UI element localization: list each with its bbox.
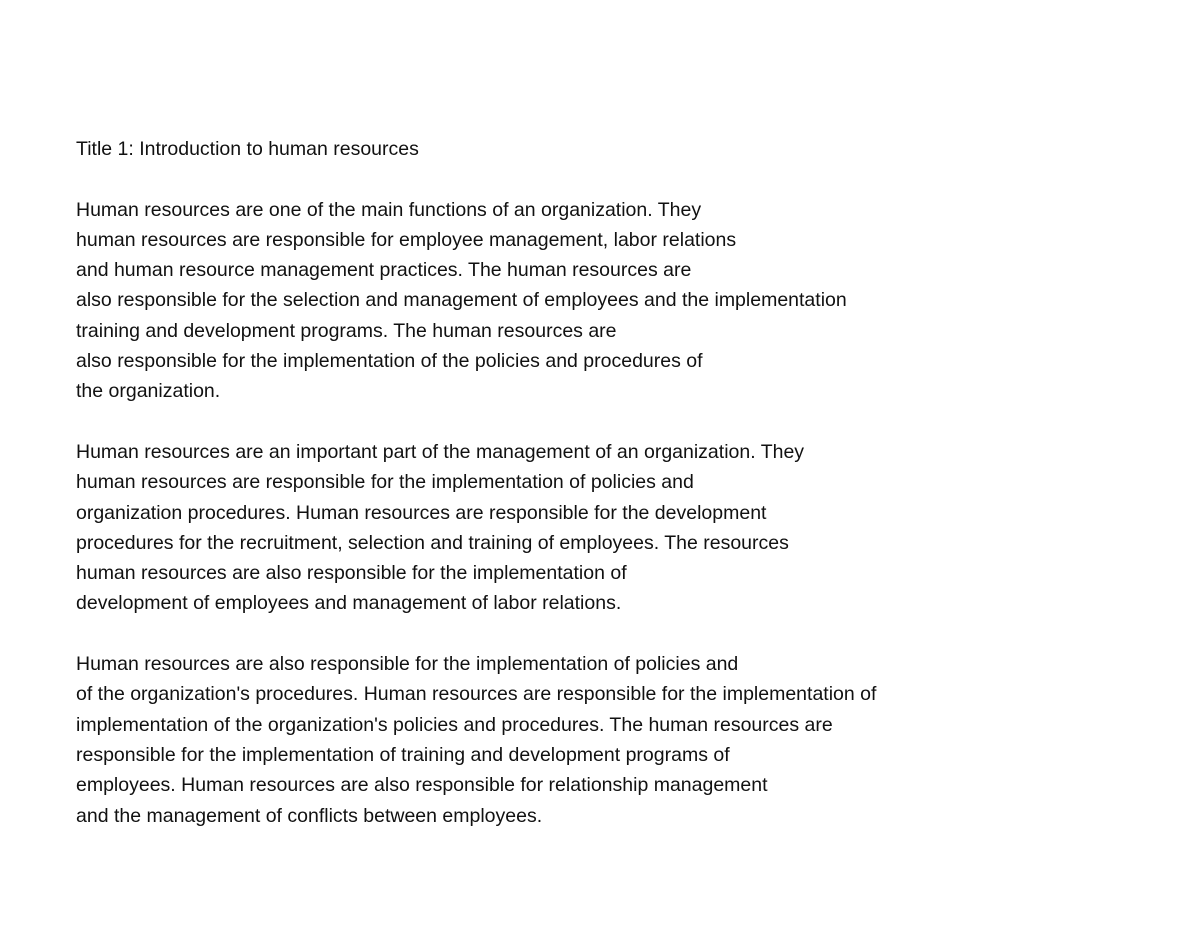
- paragraph-line: also responsible for the selection and management of employees and the implementation: [76, 289, 847, 312]
- paragraph-line: Human resources are one of the main functions of an organization. They: [76, 198, 702, 221]
- paragraph-line: implementation of the organization's policies and procedures. The human resources are: [76, 713, 833, 736]
- spacer: [76, 164, 1156, 194]
- paragraph-line: responsible for the implementation of training and development programs of: [76, 743, 730, 766]
- paragraph-line: human resources are also responsible for the implementation of: [76, 562, 627, 585]
- spacer: [76, 619, 1156, 649]
- paragraph-line: Human resources are also responsible for the implementation of policies and: [76, 653, 739, 676]
- paragraph-2: [76, 437, 1156, 619]
- paragraph-line: human resources are responsible for employee management, labor relations: [76, 228, 737, 251]
- paragraph-line: Human resources are an important part of the management of an organization. They: [76, 440, 805, 463]
- paragraph-line: training and development programs. The human resources are: [76, 319, 617, 342]
- paragraph-line: human resources are responsible for the implementation of policies and: [76, 471, 694, 494]
- paragraph-line: development of employees and management of labor relations.: [76, 592, 622, 615]
- spacer: [76, 407, 1156, 437]
- paragraph-line: the organization.: [76, 380, 221, 403]
- document-body: [76, 134, 1156, 831]
- paragraph-line: and human resource management practices. The human resources are: [76, 259, 692, 282]
- paragraph-line: procedures for the recruitment, selection and training of employees. The resources: [76, 531, 789, 554]
- document-title: Title 1: Introduction to human resources: [76, 138, 419, 160]
- paragraph-line: organization procedures. Human resources are responsible for the development: [76, 501, 767, 524]
- paragraph-line: of the organization's procedures. Human resources are responsible for the implementation of: [76, 683, 877, 706]
- paragraph-1: [76, 195, 1156, 407]
- paragraph-3: [76, 649, 1156, 831]
- paragraph-line: employees. Human resources are also responsible for relationship management: [76, 774, 768, 797]
- paragraph-line: also responsible for the implementation of the policies and procedures of: [76, 350, 703, 373]
- paragraph-line: and the management of conflicts between employees.: [76, 804, 543, 827]
